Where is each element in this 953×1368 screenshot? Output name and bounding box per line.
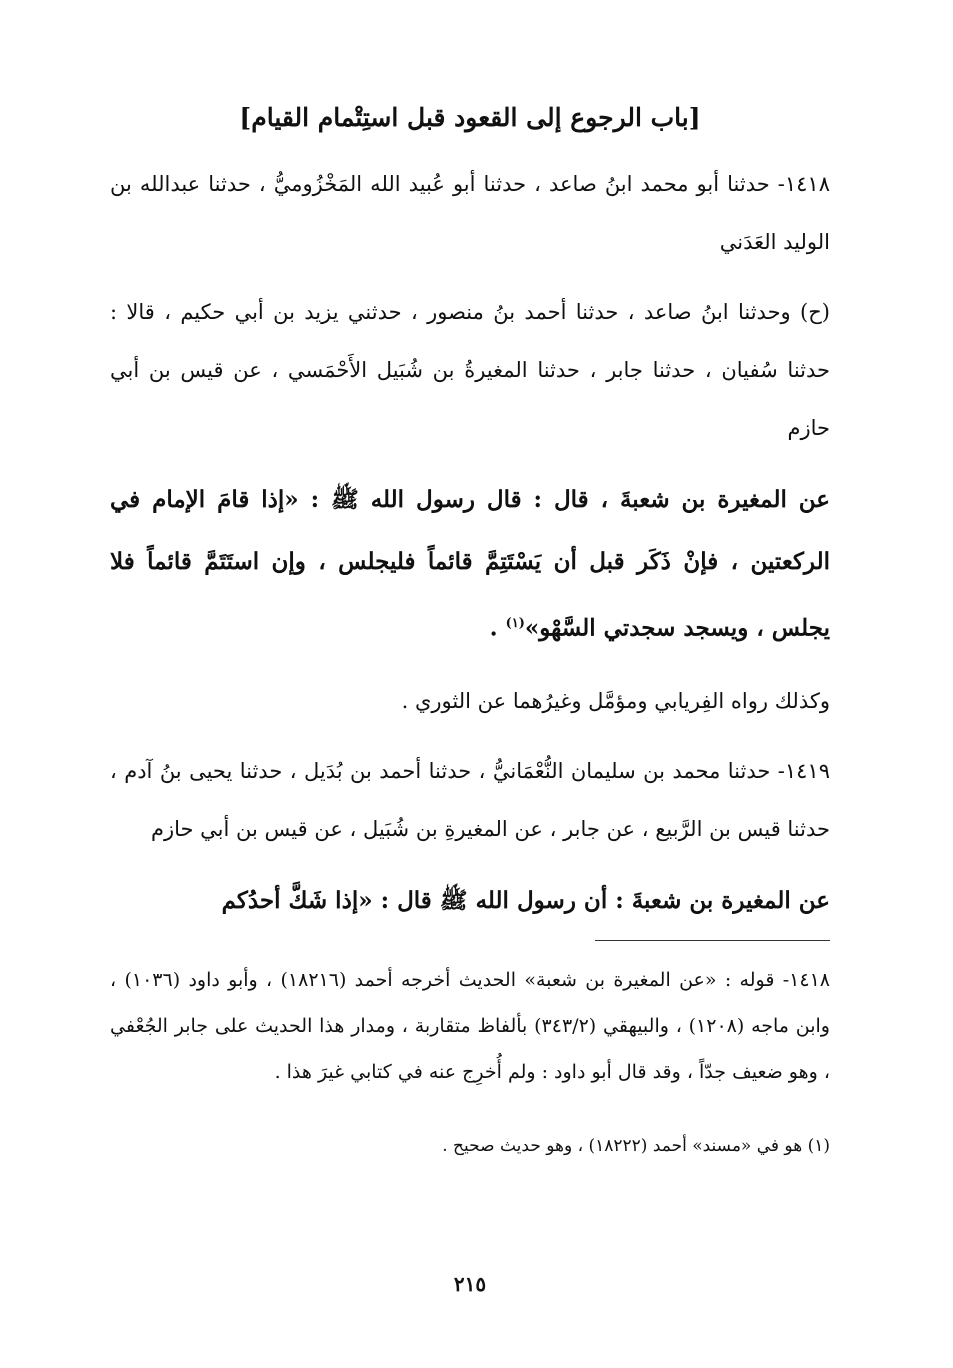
hadith-1418-text-body: عن المغيرة بن شعبةَ ، قال : قال رسول الله ﷺ : «إذا قامَ الإمام في الركعتين ، فإنْ ذَكَر قبل أن يَسْتَتِمَّ قائماً فليجلس ، وإن استَتَمَّ قائماً فلا يجلس ، ويسجد سجدتي السَّهْو» [110, 486, 830, 642]
footnote-marker-1: (١) [505, 616, 525, 631]
footnote-1: (١) هو في «مسند» أحمد (١٨٢٢٢) ، وهو حديث صحيح . [442, 1136, 830, 1156]
page-number: ٢١٥ [453, 1272, 487, 1296]
hadith-1419-chain: ١٤١٩- حدثنا محمد بن سليمان النُّعْمَانيُّ ، حدثنا أحمد بن بُدَيل ، حدثنا يحيى بنُ آدم ، حدثنا قيس بن الرَّبيع ، عن جابر ، عن المغيرةِ بن شُبَيل ، عن قيس بن أبي حازم [110, 758, 830, 841]
hadith-1418-chain-2: (ح) وحدثنا ابنُ صاعد ، حدثنا أحمد بنُ منصور ، حدثني يزيد بن أبي حكيم ، قالا : حدثنا سُفيان ، حدثنا جابر ، حدثنا المغيرةُ بن شُبَيل الأَحْمَسي ، عن قيس بن أبي حازم [110, 300, 830, 440]
chapter-heading: [باب الرجوع إلى القعود قبل استِتْمام القيام] [239, 103, 701, 132]
hadith-1418-text-end: . [489, 614, 506, 642]
hadith-1418-text [110, 469, 830, 660]
footnote-commentary: ١٤١٨- قوله : «عن المغيرة بن شعبة» الحديث أخرجه أحمد (١٨٢١٦) ، وأبو داود (١٠٣٦) ، وابن ماجه (١٢٠٨) ، والبيهقي (٣٤٣/٢) بألفاظ متقاربة ، ومدار هذا الحديث على جابر الجُعْفي ، وهو ضعيف جدّاً ، وقد قال أبو داود : ولم أُخرِج عنه في كتابي غيرَ هذا . [110, 969, 830, 1083]
hadith-1419-text: عن المغيرة بن شعبةَ : أن رسول الله ﷺ قال : «إذا شَكَّ أحدُكم [221, 886, 830, 914]
footnotes-section [110, 957, 830, 1169]
document-page [110, 100, 830, 1300]
hadith-1418-chain-1: ١٤١٨- حدثنا أبو محمد ابنُ صاعد ، حدثنا أبو عُبيد الله المَخْزُوميُّ ، حدثنا عبدالله بن الوليد العَدَني [110, 172, 830, 254]
footnote-separator [595, 940, 830, 941]
narration-note: وكذلك رواه الفِريابي ومؤمَّل وغيرُهما عن الثوري . [401, 688, 830, 713]
